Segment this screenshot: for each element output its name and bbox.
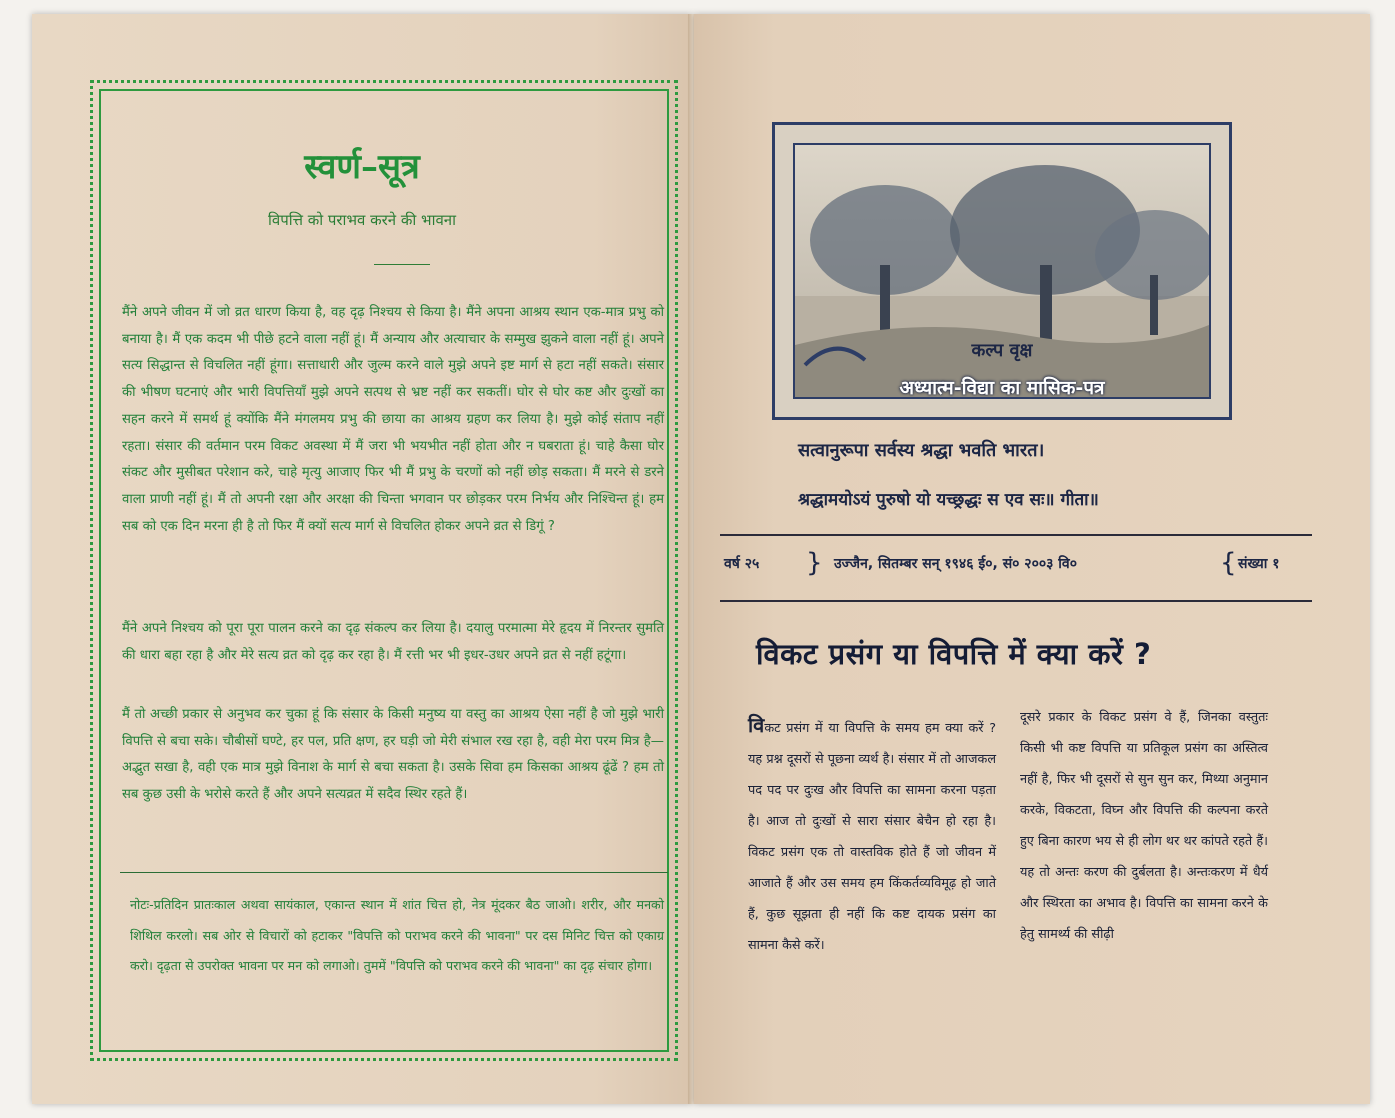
- masthead-illustration: [793, 143, 1211, 399]
- paragraph-1: मैंने अपने जीवन में जो व्रत धारण किया है, वह दृढ़ निश्चय से किया है। मैंने अपना आश्रय स्थान एक-मात्र प्रभु को बनाया है। मैं एक कदम भी पीछे हटने वाला नहीं हूं। मैं अन्याय और अत्याचार के सम्मुख झुकने वाला नहीं हूं। अपने सत्य सिद्धान्त से विचलित नहीं हूंगा। सत्ताधारी और जुल्म करने वाले मुझे अपने इष्ट मार्ग से हटा नहीं सकते। संसार की भीषण घटनाएं और भारी विपत्तियाँ मुझे अपने सत्पथ से भ्रष्ट नहीं कर सकतीं। घोर से घोर कष्ट और दुःखों का सहन करने में समर्थ हूं क्योंकि मैंने मंगलमय प्रभु की छाया का आश्रय ग्रहण कर लिया है। मुझे कोई संताप नहीं रहता। संसार की वर्तमान परम विकट अवस्था में मैं जरा भी भयभीत नहीं होता और न घबराता हूं। चाहे कैसा घोर संकट और मुसीबत परेशान करे, चाहे मृत्यु आजाए फिर भी मैं प्रभु के चरणों को नहीं छोड़ सकता। मैं मरने से डरने वाला प्राणी नहीं हूं। मैं तो अपनी रक्षा और अरक्षा की चिन्ता भगवान पर छोड़कर परम निर्भय और निश्चिन्त हूं। हम सब को एक दिन मरना ही है तो फिर मैं क्यों सत्य मार्ग से विचलित होकर अपने व्रत से डिगूं ?: [122, 305, 664, 534]
- right-page: [694, 14, 1370, 1104]
- article-headline: विकट प्रसंग या विपत्ति में क्या करें ?: [756, 637, 1152, 671]
- brace-left-icon: }: [806, 548, 823, 578]
- issue-bottom-rule: [720, 600, 1312, 602]
- masthead-subtitle: अध्यात्म-विद्या का मासिक-पत्र: [899, 377, 1105, 399]
- masthead: [772, 122, 1232, 420]
- paragraph-2: मैंने अपने निश्चय को पूरा पूरा पालन करने का दृढ़ संकल्प कर लिया है। दयालु परमात्मा मेरे हृदय में निरन्तर सुमति की धारा बहा रहा है और मेरे सत्य व्रत को दृढ़ कर रहा है। मैं रत्ती भर भी इधर-उधर अपने व्रत से नहीं हटूंगा।: [122, 621, 664, 663]
- left-page: [32, 14, 692, 1104]
- page-subtitle: विपत्ति को पराभव करने की भावना: [267, 211, 457, 229]
- brace-right-icon: {: [1220, 548, 1237, 578]
- issue-place-date: उज्जैन, सितम्बर सन् १९४६ ई०, सं० २००३ वि०: [834, 556, 1077, 572]
- issue-year: वर्ष २५: [724, 556, 760, 572]
- divider: [374, 264, 430, 265]
- page-title: स्वर्ण–सूत्र: [304, 147, 420, 187]
- shloka-line-2: श्रद्धामयोऽयं पुरुषो यो यच्छ्रद्धः स एव सः॥ गीता॥: [798, 490, 1099, 510]
- issue-number: संख्या १: [1238, 556, 1280, 572]
- masthead-title: कल्प वृक्ष: [971, 340, 1033, 361]
- note-divider: [120, 872, 668, 873]
- column-1-text: कट प्रसंग में या विपत्ति के समय हम क्या करें ? यह प्रश्न दूसरों से पूछना व्यर्थ है। संसार में तो आजकल पद पद पर दुःख और विपत्ति का सामना करना पड़ता है। आज तो दुःखों से सारा संसार बेचैन हो रहा है। विकट प्रसंग एक तो वास्तविक होते हैं जो जीवन में आजाते हैं और उस समय हम किंकर्तव्यविमूढ़ हो जाते हैं, कुछ सूझता ही नहीं कि कष्ट दायक प्रसंग का सामना कैसे करें।: [748, 721, 996, 953]
- article-column-2: दूसरे प्रकार के विकट प्रसंग वे हैं, जिनका वस्तुतः किसी भी कष्ट विपत्ति या प्रतिकूल प्रसंग का अस्तित्व नहीं है, फिर भी दूसरों से सुन सुन कर, मिथ्या अनुमान करके, विकटता, विघ्न और विपत्ति की कल्पना करते हुए बिना कारण भय से ही लोग थर थर कांपते रहते हैं। यह तो अन्तः करण की दुर्बलता है। अन्तःकरण में धैर्य और स्थिरता का अभाव है। विपत्ति का सामना करने के हेतु सामर्थ्य की सीढ़ी: [1020, 710, 1268, 942]
- note-text: नोटः-प्रतिदिन प्रातःकाल अथवा सायंकाल, एकान्त स्थान में शांत चित्त हो, नेत्र मूंदकर बैठ जाओ। शरीर, और मनको शिथिल करलो। सब ओर से विचारों को हटाकर "विपत्ति को पराभव करने की भावना" पर दस मिनिट चित्त को एकाग्र करो। दृढ़ता से उपरोक्त भावना पर मन को लगाओ। तुममें "विपत्ति को पराभव करने की भावना" का दृढ़ संचार होगा।: [130, 897, 664, 973]
- shloka-line-1: सत्वानुरूपा सर्वस्य श्रद्धा भवति भारत।: [798, 440, 1045, 461]
- issue-top-rule: [720, 534, 1312, 536]
- article-column-1: [748, 710, 996, 961]
- paragraph-3: मैं तो अच्छी प्रकार से अनुभव कर चुका हूं कि संसार के किसी मनुष्य या वस्तु का आश्रय ऐसा नहीं है जो मुझे भारी विपत्ति से बचा सके। चौबीसों घण्टे, हर पल, प्रति क्षण, हर घड़ी जो मेरी संभाल रख रहा है, वही मेरा परम मित्र है— अद्भुत सखा है, वही एक मात्र मुझे विनाश के मार्ग से बचा सकता है। उसके सिवा हम किसका आश्रय ढूंढें ? हम तो सब कुछ उसी के भरोसे करते हैं और अपने सत्यव्रत में सदैव स्थिर रहते हैं।: [122, 707, 664, 803]
- drop-cap: वि: [748, 713, 765, 737]
